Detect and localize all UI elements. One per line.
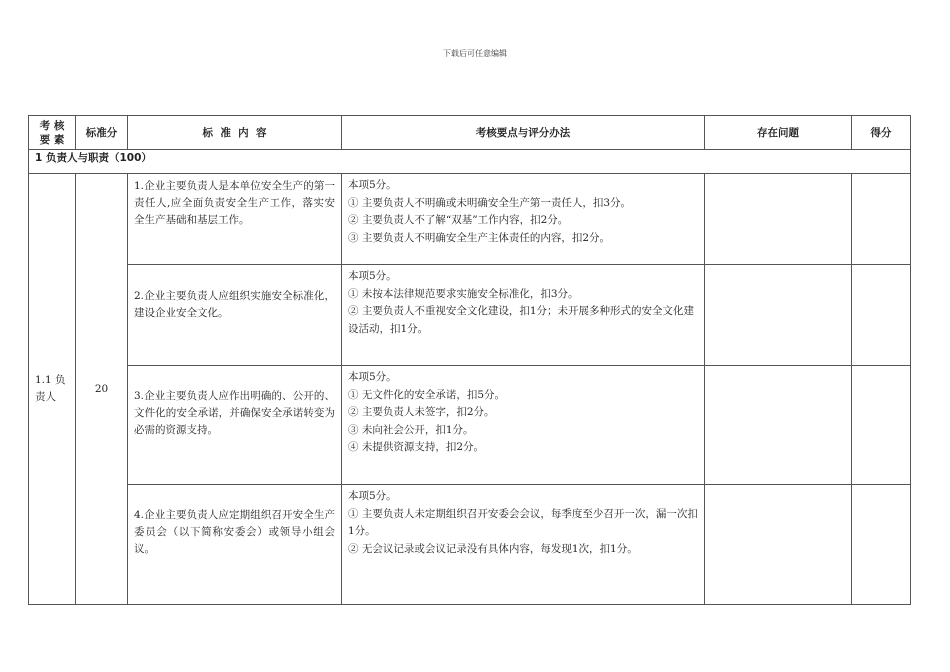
element-standard-score: 20	[76, 174, 128, 605]
table-header-row	[29, 116, 911, 150]
method-line: ① 主要负责人未定期组织召开安委会会议，每季度至少召开一次，漏一次扣1分。	[348, 507, 698, 537]
evaluation-table	[28, 115, 911, 605]
header-standard-content: 标 准 内 容	[128, 116, 342, 150]
points-method	[342, 265, 705, 366]
table-row	[29, 265, 911, 366]
section-title: 1 负责人与职责（100）	[29, 150, 911, 174]
method-line: ④ 未提供资源支持，扣2分。	[348, 441, 485, 453]
issues-cell[interactable]	[705, 366, 852, 485]
points-method	[342, 366, 705, 485]
element-name: 1.1 负责人	[29, 174, 76, 605]
method-line: 本项5分。	[348, 179, 397, 191]
issues-cell[interactable]	[705, 485, 852, 605]
score-cell[interactable]	[852, 366, 911, 485]
table-row	[29, 485, 911, 605]
method-line: ② 主要负责人不了解“双基”工作内容，扣2分。	[348, 214, 569, 226]
header-points-method: 考核要点与评分办法	[342, 116, 705, 150]
method-line: ① 无文件化的安全承诺，扣5分。	[348, 388, 506, 401]
issues-cell[interactable]	[705, 265, 852, 366]
method-line: ③ 未向社会公开，扣1分。	[348, 423, 474, 436]
method-line: ② 无会议记录或会议记录没有具体内容，每发现1次，扣1分。	[348, 542, 638, 555]
score-cell[interactable]	[852, 485, 911, 605]
points-method	[342, 174, 705, 265]
method-line: 本项5分。	[348, 490, 397, 502]
method-line: ② 主要负责人未签字，扣2分。	[348, 406, 495, 418]
table-row	[29, 174, 911, 265]
section-row	[29, 150, 911, 174]
header-note: 下载后可任意编辑	[443, 49, 507, 58]
standard-content: 4.企业主要负责人应定期组织召开安全生产委员会（以下简称安委会）或领导小组会议。	[128, 485, 342, 605]
points-method	[342, 485, 705, 605]
method-line: ③ 主要负责人不明确安全生产主体责任的内容，扣2分。	[348, 231, 611, 244]
score-cell[interactable]	[852, 174, 911, 265]
method-line: ① 主要负责人不明确或未明确安全生产第一责任人，扣3分。	[348, 196, 632, 209]
score-cell[interactable]	[852, 265, 911, 366]
standard-content: 1.企业主要负责人是本单位安全生产的第一责任人,应全面负责安全生产工作，落实安全生产基础和基层工作。	[128, 174, 342, 265]
issues-cell[interactable]	[705, 174, 852, 265]
standard-content: 3.企业主要负责人应作出明确的、公开的、文件化的安全承诺，并确保安全承诺转变为必需的资源支持。	[128, 366, 342, 485]
header-element	[29, 116, 76, 150]
header-score: 得分	[852, 116, 911, 150]
method-line: 本项5分。	[348, 270, 397, 282]
header-element-line1: 考 核	[39, 119, 65, 132]
method-line: ① 未按本法律规范要求实施安全标准化，扣3分。	[348, 287, 579, 300]
header-element-line2: 要 素	[39, 133, 65, 146]
table-row	[29, 366, 911, 485]
method-line: ② 主要负责人不重视安全文化建设，扣1分；未开展多种形式的安全文化建设活动，扣1分。	[348, 305, 695, 335]
header-standard-score: 标准分	[76, 116, 128, 150]
header-issues: 存在问题	[705, 116, 852, 150]
standard-content: 2.企业主要负责人应组织实施安全标准化，建设企业安全文化。	[128, 265, 342, 366]
method-line: 本项5分。	[348, 371, 397, 383]
